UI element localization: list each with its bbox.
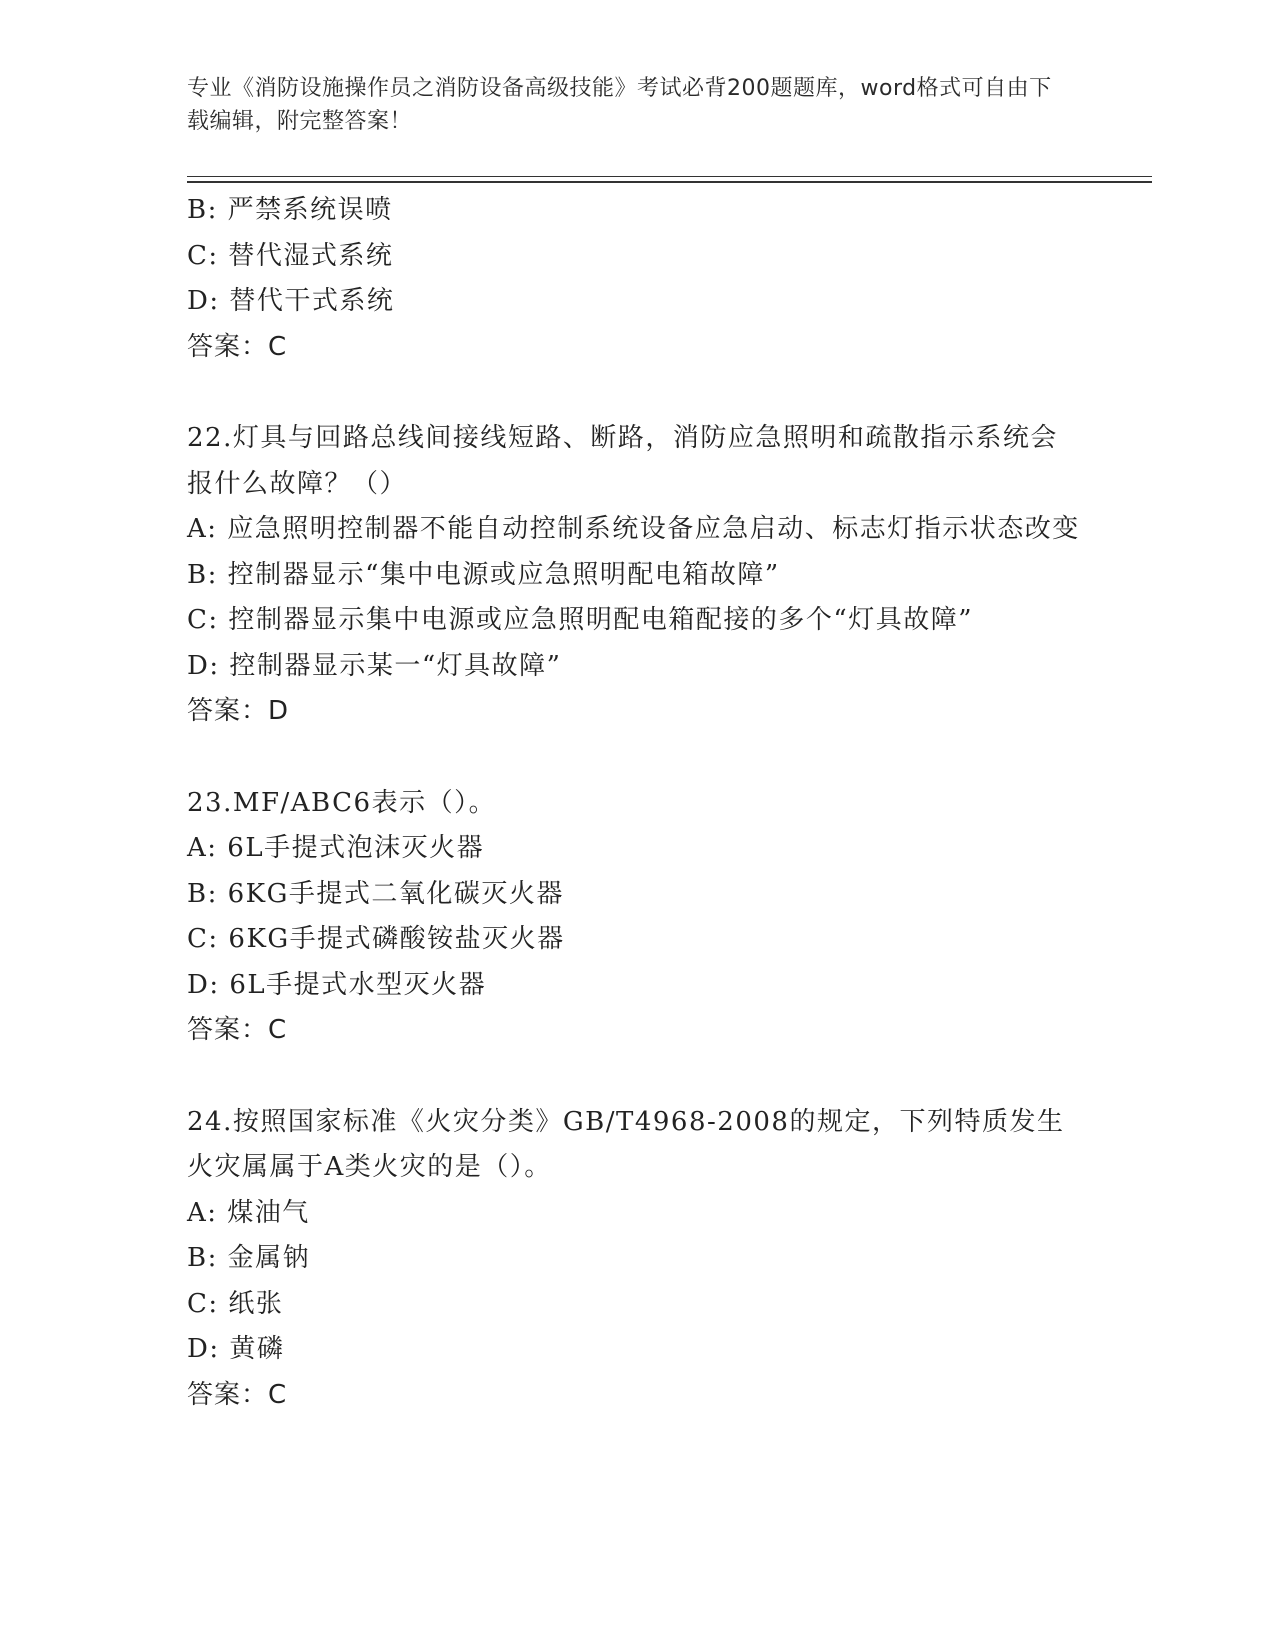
prev-question-block: [187, 188, 1082, 370]
question-stem: 23.MF/ABC6表示（）。: [187, 787, 497, 818]
option-c: C: 纸张: [187, 1288, 284, 1319]
answer: 答案：D: [187, 696, 290, 726]
option-c: C: 控制器显示集中电源或应急照明配电箱配接的多个“灯具故障”: [187, 605, 974, 635]
option-d: D: 6L手提式水型灭火器: [187, 969, 487, 1000]
answer: 答案：C: [187, 1015, 288, 1045]
option-d: D: 替代干式系统: [187, 286, 395, 316]
question-23: [187, 781, 1082, 1054]
option-a: A: 煤油气: [187, 1197, 310, 1228]
option-a: A: 6L手提式泡沫灭火器: [187, 833, 485, 863]
option-c: C: 替代湿式系统: [187, 240, 394, 271]
header-divider-thick: [187, 181, 1152, 183]
question-stem: 24.按照国家标准《火灾分类》GB/T4968-2008的规定，下列特质发生火灾属属于A类火灾的是（）。: [187, 1106, 1065, 1182]
option-c: C: 6KG手提式磷酸铵盐灭火器: [187, 924, 565, 954]
document-body: [187, 188, 1082, 1418]
answer: 答案：C: [187, 331, 288, 362]
answer: 答案：C: [187, 1379, 288, 1410]
page-header: 专业《消防设施操作员之消防设备高级技能》考试必背200题题库，word格式可自由下载编辑，附完整答案！: [187, 76, 1052, 134]
question-22: [187, 416, 1082, 735]
option-a: A: 应急照明控制器不能自动控制系统设备应急启动、标志灯指示状态改变: [187, 514, 1080, 544]
option-d: D: 黄磷: [187, 1334, 285, 1364]
option-b: B: 金属钠: [187, 1243, 311, 1273]
question-stem: 22.灯具与回路总线间接线短路、断路，消防应急照明和疏散指示系统会报什么故障？（）: [187, 423, 1058, 499]
option-b: B: 严禁系统误喷: [187, 195, 393, 225]
option-b: B: 控制器显示“集中电源或应急照明配电箱故障”: [187, 559, 780, 590]
question-24: [187, 1100, 1082, 1419]
option-d: D: 控制器显示某一“灯具故障”: [187, 650, 562, 681]
option-b: B: 6KG手提式二氧化碳灭火器: [187, 878, 564, 909]
header-divider: [187, 176, 1152, 177]
